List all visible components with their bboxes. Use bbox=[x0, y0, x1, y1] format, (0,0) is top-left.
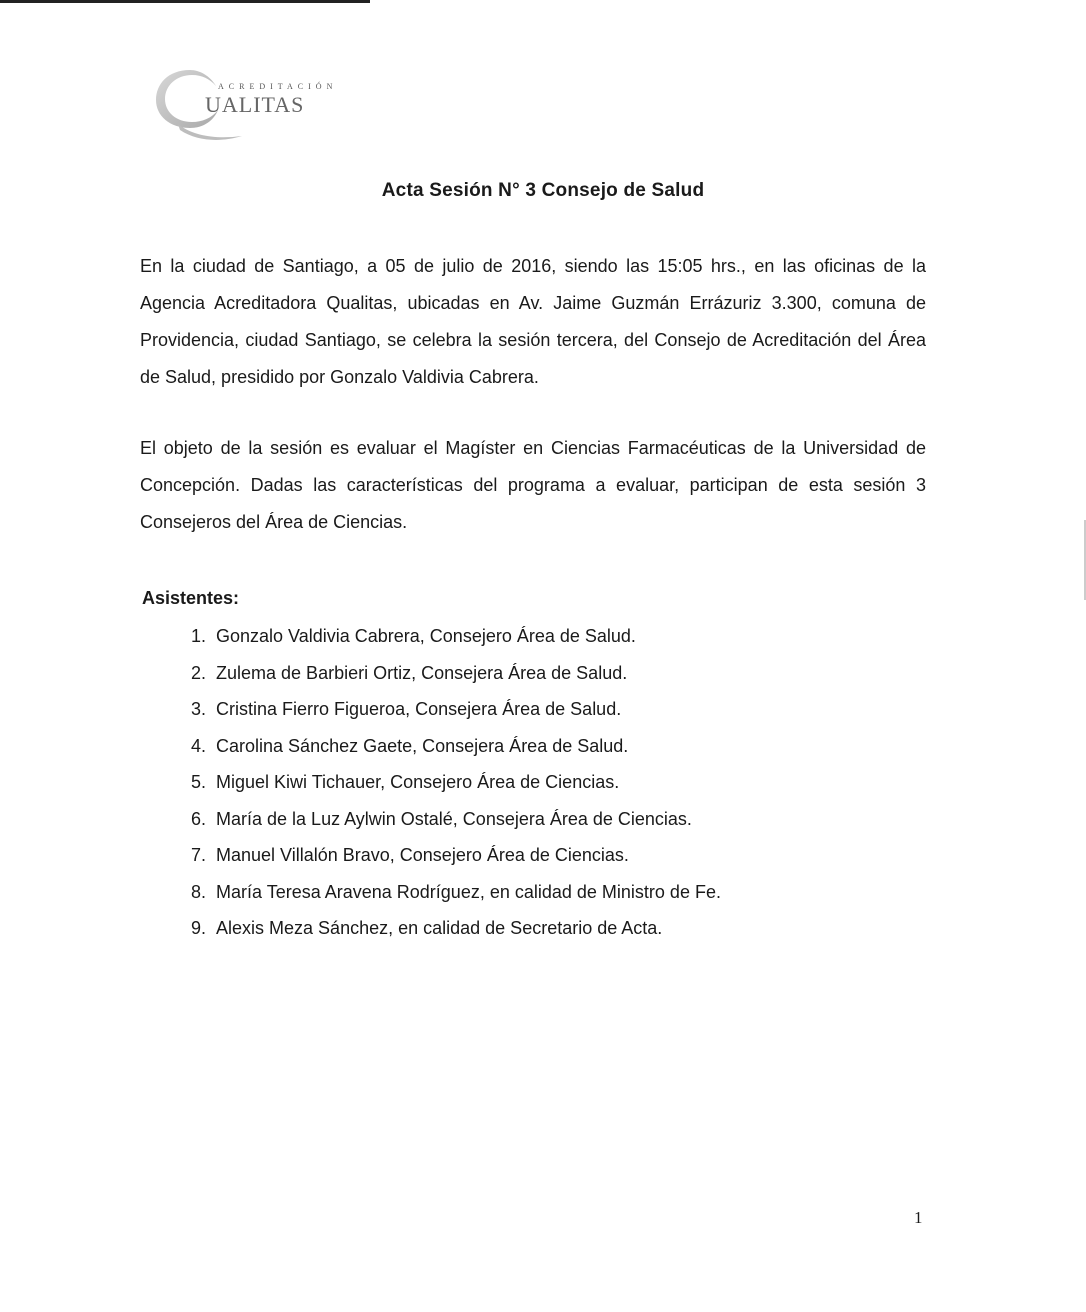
scan-artifact-line bbox=[0, 0, 370, 3]
paragraph-intro: En la ciudad de Santiago, a 05 de julio de 2016, siendo las 15:05 hrs., en las oficinas de la Agencia Acreditadora Qualitas, ubicadas en Av. Jaime Guzmán Errázuriz 3.300, comuna de Providencia, ciudad Santiago, se celebra la sesión tercera, del Consejo de Acreditación del Área de Salud, presidido por Gonzalo Valdivia Cabrera. bbox=[140, 256, 926, 387]
list-item-number: 1. bbox=[190, 626, 206, 646]
list-item-number: 5. bbox=[190, 772, 206, 792]
list-item-number: 7. bbox=[190, 845, 206, 865]
list-item-number: 8. bbox=[190, 881, 206, 902]
list-item bbox=[150, 874, 721, 911]
attendees-list bbox=[150, 618, 721, 947]
list-item-number: 9. bbox=[190, 918, 206, 938]
list-item-text: Gonzalo Valdivia Cabrera, Consejero Área de Salud. bbox=[216, 626, 636, 646]
list-item-text: María de la Luz Aylwin Ostalé, Consejera Área de Ciencias. bbox=[216, 808, 692, 829]
list-item-text: María Teresa Aravena Rodríguez, en calidad de Ministro de Fe. bbox=[216, 881, 721, 902]
list-item bbox=[150, 655, 721, 692]
list-item bbox=[150, 801, 721, 838]
list-item-number: 6. bbox=[190, 808, 206, 829]
logo-wordmark: UALITAS bbox=[205, 92, 305, 117]
list-item bbox=[150, 764, 721, 801]
list-item bbox=[150, 837, 721, 874]
list-item-number: 2. bbox=[190, 662, 206, 683]
list-item bbox=[150, 728, 721, 765]
document-title: Acta Sesión N° 3 Consejo de Salud bbox=[381, 180, 705, 201]
logo-subtitle: ACREDITACIÓN bbox=[218, 82, 338, 91]
list-item bbox=[150, 910, 721, 947]
list-item-text: Zulema de Barbieri Ortiz, Consejera Área de Salud. bbox=[216, 662, 628, 683]
page-number: 1 bbox=[914, 1208, 923, 1227]
list-item-text: Miguel Kiwi Tichauer, Consejero Área de Ciencias. bbox=[216, 772, 620, 792]
list-item-text: Alexis Meza Sánchez, en calidad de Secretario de Acta. bbox=[216, 918, 663, 938]
list-item-number: 3. bbox=[190, 699, 206, 719]
list-item-number: 4. bbox=[190, 735, 206, 756]
list-item bbox=[150, 691, 721, 728]
list-item bbox=[150, 618, 721, 655]
attendees-heading: Asistentes: bbox=[142, 588, 240, 608]
list-item-text: Carolina Sánchez Gaete, Consejera Área de Salud. bbox=[216, 735, 629, 756]
paragraph-objective: El objeto de la sesión es evaluar el Magíster en Ciencias Farmacéuticas de la Universidad de Concepción. Dadas las características del programa a evaluar, participan de esta sesión 3 Consejeros del Área de Ciencias. bbox=[140, 438, 926, 532]
list-item-text: Cristina Fierro Figueroa, Consejera Área de Salud. bbox=[216, 699, 622, 719]
list-item-text: Manuel Villalón Bravo, Consejero Área de Ciencias. bbox=[216, 845, 629, 865]
qualitas-logo bbox=[150, 66, 350, 146]
